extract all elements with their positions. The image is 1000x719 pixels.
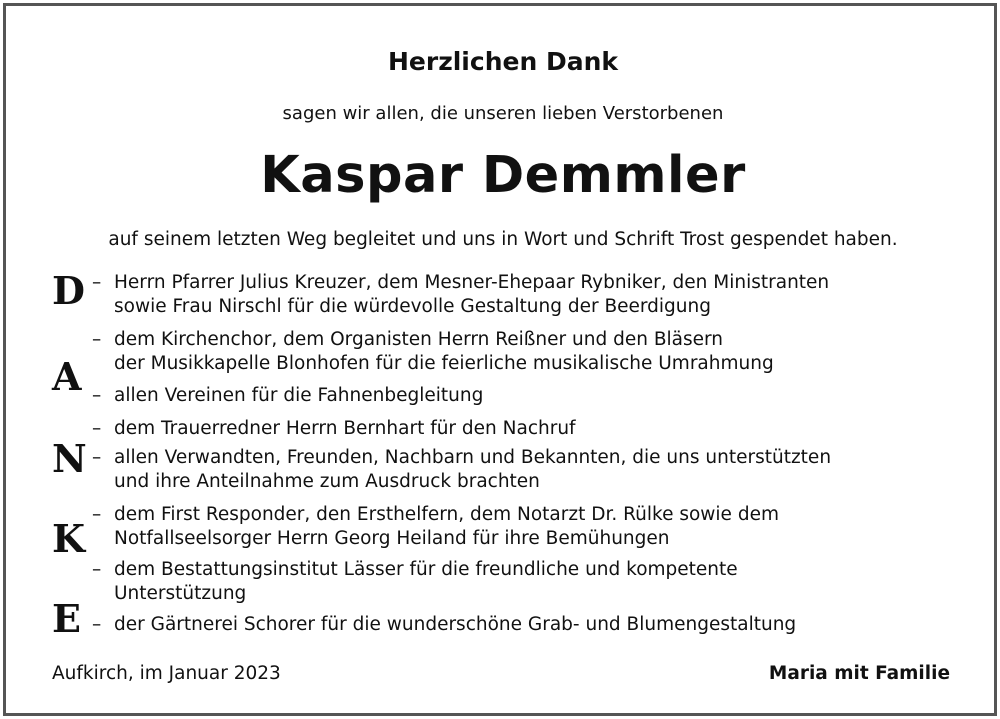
danke-letter-d: D <box>52 268 85 313</box>
intro-text: sagen wir allen, die unseren lieben Verstorbenen <box>282 103 724 124</box>
item-dash: – <box>92 504 102 525</box>
thanks-item <box>92 558 738 606</box>
item-dash: – <box>92 272 102 293</box>
item-line: Notfallseelsorger Herrn Georg Heiland für ihre Bemühungen <box>114 528 670 549</box>
item-line: dem Trauerredner Herrn Bernhart für den Nachruf <box>114 418 576 439</box>
item-line: allen Vereinen für die Fahnenbegleitung <box>114 385 484 406</box>
place-date: Aufkirch, im Januar 2023 <box>52 663 281 684</box>
thanks-item <box>92 328 774 376</box>
thanks-item <box>92 613 796 637</box>
thanks-item <box>92 446 831 494</box>
item-dash: – <box>92 385 102 406</box>
danke-letter-k: K <box>52 516 86 561</box>
thanks-item <box>92 503 779 551</box>
item-line: und ihre Anteilnahme zum Ausdruck brachten <box>114 471 540 492</box>
item-line: dem First Responder, den Ersthelfern, dem Notarzt Dr. Rülke sowie dem <box>114 504 779 525</box>
danke-letter-a: A <box>52 354 82 399</box>
item-line: Herrn Pfarrer Julius Kreuzer, dem Mesner-Ehepaar Rybniker, den Ministranten <box>114 272 830 293</box>
item-line: Unterstützung <box>114 583 247 604</box>
danke-letter-e: E <box>52 596 81 641</box>
thanks-item <box>92 271 829 319</box>
item-dash: – <box>92 418 102 439</box>
item-dash: – <box>92 614 102 635</box>
item-line: der Musikkapelle Blonhofen für die feierliche musikalische Umrahmung <box>114 353 774 374</box>
thanks-item <box>92 417 576 441</box>
notice-frame <box>3 3 997 716</box>
thanks-item <box>92 384 483 408</box>
item-dash: – <box>92 329 102 350</box>
item-dash: – <box>92 559 102 580</box>
item-line: sowie Frau Nirschl für die würdevolle Gestaltung der Beerdigung <box>114 296 711 317</box>
signer: Maria mit Familie <box>768 663 950 684</box>
item-line: allen Verwandten, Freunden, Nachbarn und Bekannten, die uns unterstützten <box>114 447 832 468</box>
item-line: dem Bestattungsinstitut Lässer für die freundliche und kompetente <box>114 559 738 580</box>
item-dash: – <box>92 447 102 468</box>
item-line: dem Kirchenchor, dem Organisten Herrn Reißner und den Bläsern <box>114 329 724 350</box>
subline-text: auf seinem letzten Weg begleitet und uns in Wort und Schrift Trost gespendet haben. <box>108 229 898 250</box>
danke-letter-n: N <box>52 436 87 481</box>
item-line: der Gärtnerei Schorer für die wunderschöne Grab- und Blumengestaltung <box>114 614 797 635</box>
notice-heading: Herzlichen Dank <box>387 47 619 76</box>
deceased-name: Kaspar Demmler <box>260 146 746 205</box>
